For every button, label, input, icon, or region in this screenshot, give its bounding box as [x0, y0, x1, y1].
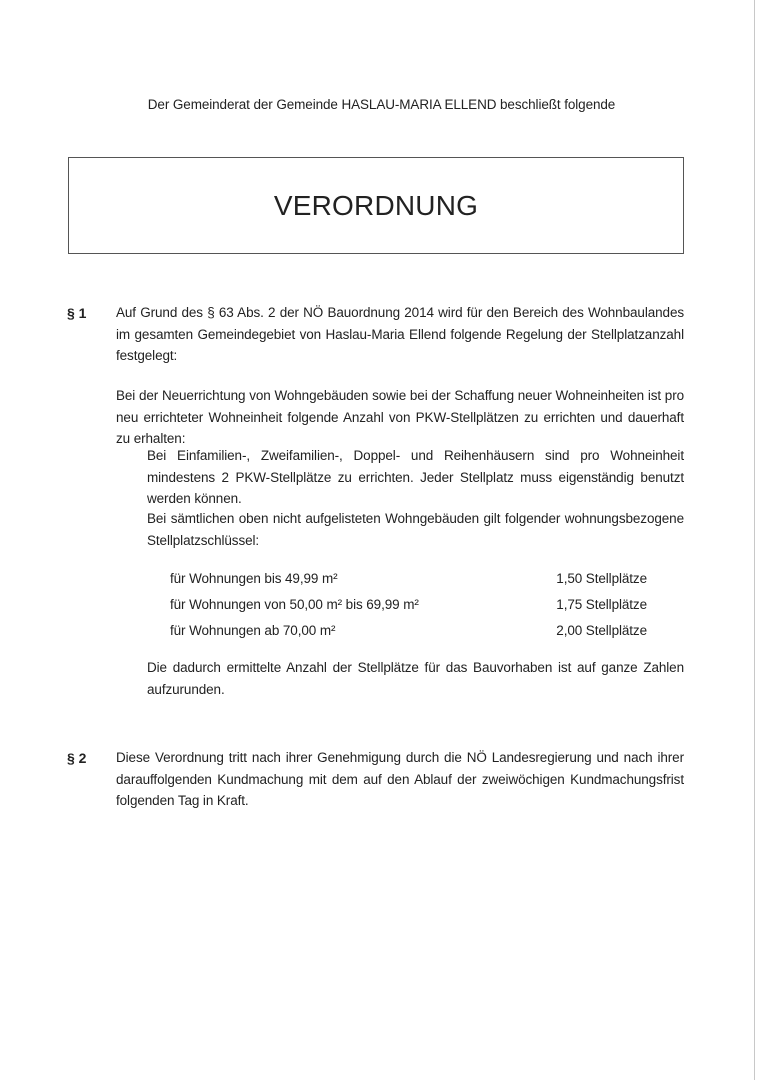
section-1-paragraph-3: Bei Einfamilien-, Zweifamilien-, Doppel- und Reihenhäusern sind pro Wohneinheit mindestens 2 PKW-Stellplätze zu errichten. Jeder Stellplatz muss eigenständig benutzt werden können. — [147, 448, 684, 506]
parking-row-value: 1,75 Stellplätze — [556, 597, 647, 612]
parking-row-value: 2,00 Stellplätze — [556, 623, 647, 638]
section-1-paragraph-4: Bei sämtlichen oben nicht aufgelisteten Wohngebäuden gilt folgender wohnungsbezogene Stellplatzschlüssel: — [147, 511, 684, 548]
parking-row-label: für Wohnungen bis 49,99 m² — [170, 571, 338, 586]
section-1-number: § 1 — [67, 305, 87, 321]
section-2-paragraph-1: Diese Verordnung tritt nach ihrer Genehmigung durch die NÖ Landesregierung und nach ihrer darauffolgenden Kundmachung mit dem auf den Ablauf der zweiwöchigen Kundmachungsfrist folgenden Tag in Kraft. — [116, 750, 684, 808]
parking-row-label: für Wohnungen von 50,00 m² bis 69,99 m² — [170, 597, 419, 612]
parking-row-label: für Wohnungen ab 70,00 m² — [170, 623, 336, 638]
parking-row — [170, 623, 647, 638]
scan-edge-line — [754, 0, 755, 1080]
section-2-number: § 2 — [67, 750, 87, 766]
intro-line: Der Gemeinderat der Gemeinde HASLAU-MARIA ELLEND beschließt folgende — [147, 97, 616, 112]
section-1-paragraph-5: Die dadurch ermittelte Anzahl der Stellplätze für das Bauvorhaben ist auf ganze Zahlen aufzurunden. — [147, 660, 684, 697]
parking-row — [170, 571, 647, 586]
section-1-paragraph-2: Bei der Neuerrichtung von Wohngebäuden sowie bei der Schaffung neuer Wohneinheiten ist pro neu errichteter Wohneinheit folgende Anzahl von PKW-Stellplätzen zu errichten und dauerhaft zu erhalten: — [116, 388, 684, 446]
parking-row-value: 1,50 Stellplätze — [556, 571, 647, 586]
section-1-paragraph-1: Auf Grund des § 63 Abs. 2 der NÖ Bauordnung 2014 wird für den Bereich des Wohnbaulandes im gesamten Gemeindegebiet von Haslau-Maria Ellend folgende Regelung der Stellplatzanzahl festgelegt: — [116, 305, 684, 363]
document-title: VERORDNUNG — [273, 190, 479, 221]
parking-row — [170, 597, 647, 612]
